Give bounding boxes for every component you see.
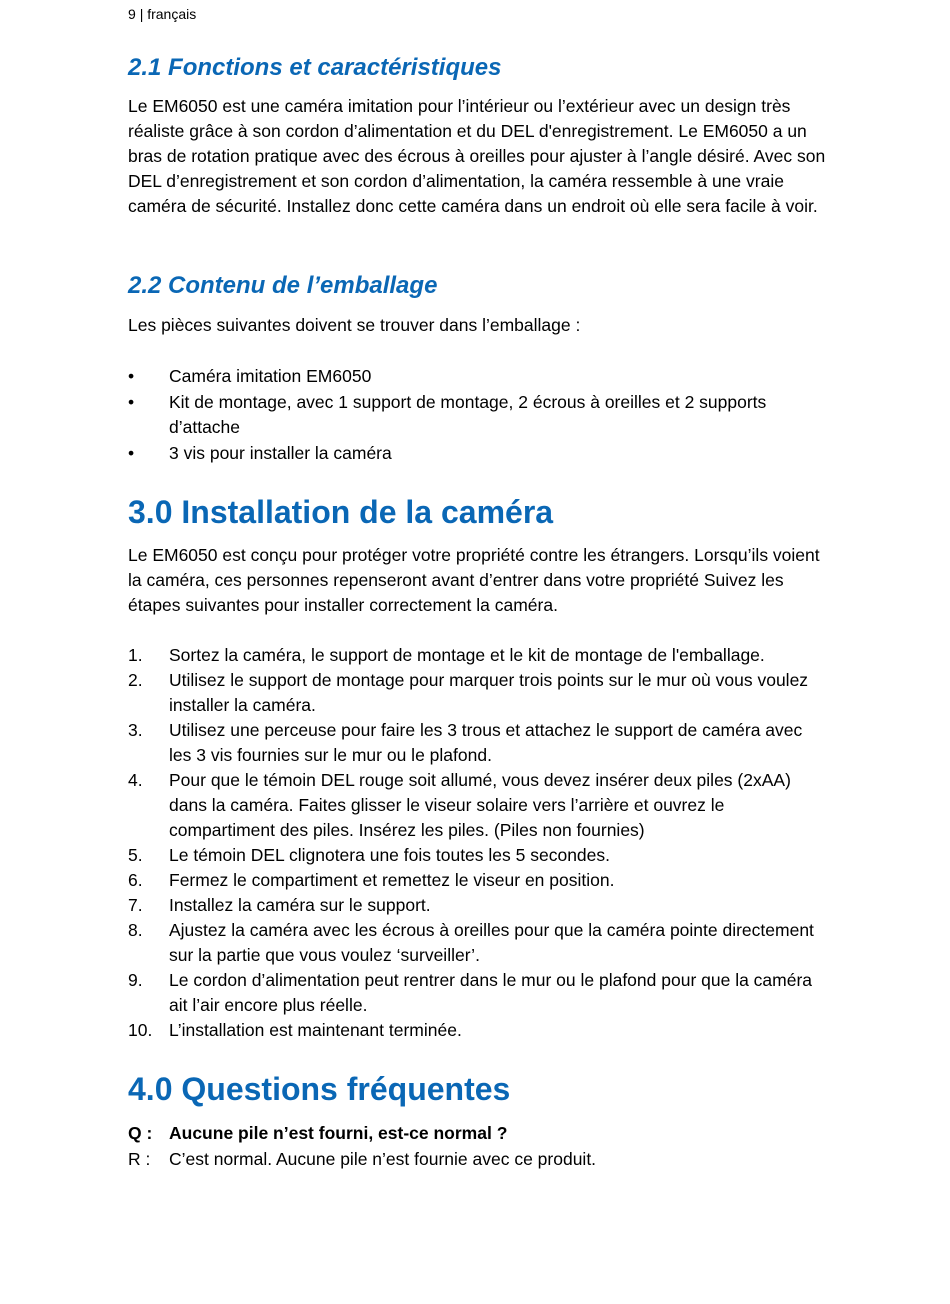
- list-item: [128, 718, 828, 768]
- bullet-icon: •: [128, 392, 135, 412]
- list-item-text: 3 vis pour installer la caméra: [169, 443, 392, 463]
- header-separator: |: [139, 6, 144, 22]
- step-text: Sortez la caméra, le support de montage et le kit de montage de l'emballage.: [169, 645, 765, 665]
- faq-block: [128, 1120, 828, 1172]
- step-text: Utilisez une perceuse pour faire les 3 trous et attachez le support de caméra avec les 3 vis fournies sur le mur ou le plafond.: [169, 720, 803, 765]
- answer-text: C’est normal. Aucune pile n’est fournie avec ce produit.: [169, 1149, 597, 1169]
- list-item: [128, 968, 828, 1018]
- step-number: 9.: [128, 970, 143, 990]
- question-tag: Q :: [128, 1123, 153, 1143]
- step-text: Le cordon d’alimentation peut rentrer dans le mur ou le plafond pour que la caméra ait l’air encore plus réelle.: [169, 970, 813, 1015]
- step-number: 8.: [128, 920, 143, 940]
- list-item: [128, 1018, 828, 1043]
- list-item: [128, 893, 828, 918]
- list-item: [128, 868, 828, 893]
- list-item-text: Caméra imitation EM6050: [169, 366, 372, 386]
- step-number: 3.: [128, 720, 143, 740]
- step-text: Utilisez le support de montage pour marquer trois points sur le mur où vous voulez installer la caméra.: [169, 670, 809, 715]
- step-text: Ajustez la caméra avec les écrous à oreilles pour que la caméra pointe directement sur la partie que vous voulez ‘surveiller’.: [169, 920, 814, 965]
- package-intro: Les pièces suivantes doivent se trouver dans l’emballage :: [128, 315, 581, 335]
- step-number: 7.: [128, 895, 143, 915]
- step-number: 5.: [128, 845, 143, 865]
- step-text: Le témoin DEL clignotera une fois toutes les 5 secondes.: [169, 845, 611, 865]
- list-item: [128, 668, 828, 718]
- list-item: [128, 918, 828, 968]
- step-number: 2.: [128, 670, 143, 690]
- step-text: Fermez le compartiment et remettez le viseur en position.: [169, 870, 615, 890]
- features-paragraph: Le EM6050 est une caméra imitation pour l’intérieur ou l’extérieur avec un design très réaliste grâce à son cordon d’alimentation et du DEL d'enregistrement. Le EM6050 a un bras de rotation pratique avec des écrous à oreilles pour ajuster à l’angle désiré. Avec son DEL d’enregistrement et son cordon d’alimentation, la caméra ressemble à une vraie caméra de sécurité. Installez donc cette caméra dans un endroit où elle sera facile à voir.: [128, 96, 826, 216]
- bullet-icon: •: [128, 366, 135, 386]
- page-header: [128, 6, 196, 22]
- step-number: 4.: [128, 770, 143, 790]
- list-item: [128, 768, 828, 843]
- step-number: 6.: [128, 870, 143, 890]
- answer-tag: R :: [128, 1149, 151, 1169]
- question-text: Aucune pile n’est fourni, est-ce normal ?: [169, 1123, 508, 1143]
- heading-2-1: 2.1 Fonctions et caractéristiques: [128, 54, 502, 81]
- heading-4-0: 4.0 Questions fréquentes: [128, 1071, 511, 1107]
- step-text: Pour que le témoin DEL rouge soit allumé, vous devez insérer deux piles (2xAA) dans la caméra. Faites glisser le viseur solaire vers l’arrière et ouvrez le compartiment des piles. Insérez les piles. (Piles non fournies): [169, 770, 791, 840]
- list-item: [128, 643, 828, 668]
- list-item: [128, 364, 828, 389]
- page-number: 9: [128, 6, 136, 22]
- installation-steps-list: [128, 643, 828, 1043]
- list-item: [128, 441, 828, 466]
- installation-intro: Le EM6050 est conçu pour protéger votre propriété contre les étrangers. Lorsqu’ils voient la caméra, ces personnes repenseront avant d’entrer dans votre propriété Suivez les étapes suivantes pour installer correctement la caméra.: [128, 545, 820, 615]
- list-item-text: Kit de montage, avec 1 support de montage, 2 écrous à oreilles et 2 supports d’attache: [169, 392, 767, 437]
- step-number: 10.: [128, 1020, 153, 1040]
- heading-2-2: 2.2 Contenu de l’emballage: [128, 272, 438, 299]
- heading-3-0: 3.0 Installation de la caméra: [128, 494, 554, 530]
- step-text: Installez la caméra sur le support.: [169, 895, 431, 915]
- list-item: [128, 843, 828, 868]
- bullet-icon: •: [128, 443, 135, 463]
- package-contents-list: [128, 364, 828, 466]
- list-item: [128, 390, 828, 440]
- faq-question: [128, 1120, 828, 1146]
- step-text: L’installation est maintenant terminée.: [169, 1020, 462, 1040]
- header-language: français: [147, 6, 197, 22]
- step-number: 1.: [128, 645, 143, 665]
- faq-answer: [128, 1146, 828, 1172]
